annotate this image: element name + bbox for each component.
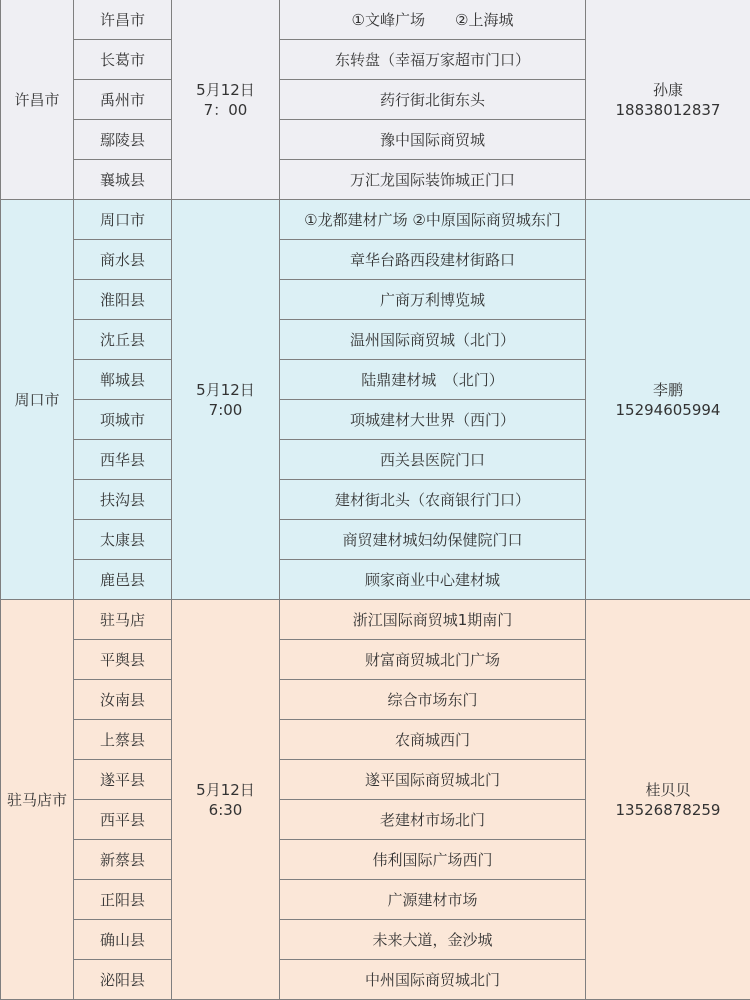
district-cell: 西平县	[74, 800, 172, 840]
district-cell: 鹿邑县	[74, 560, 172, 600]
contact-cell	[586, 200, 750, 600]
location-cell: 中州国际商贸城北门	[280, 960, 586, 1000]
location-cell: 建材街北头（农商银行门口）	[280, 480, 586, 520]
district-cell: 商水县	[74, 240, 172, 280]
location-cell: 章华台路西段建材街路口	[280, 240, 586, 280]
location-cell: ①龙都建材广场 ②中原国际商贸城东门	[280, 200, 586, 240]
contact-cell	[586, 0, 750, 200]
district-cell: 襄城县	[74, 160, 172, 200]
time-line: 5月12日	[172, 80, 279, 100]
contact-name: 孙康	[586, 80, 750, 100]
location-cell: 顾家商业中心建材城	[280, 560, 586, 600]
time-line: 5月12日	[172, 380, 279, 400]
location-cell: 温州国际商贸城（北门）	[280, 320, 586, 360]
location-cell: 商贸建材城妇幼保健院门口	[280, 520, 586, 560]
location-cell: 老建材市场北门	[280, 800, 586, 840]
district-cell: 泌阳县	[74, 960, 172, 1000]
time-line: 5月12日	[172, 780, 279, 800]
district-cell: 太康县	[74, 520, 172, 560]
district-cell: 周口市	[74, 200, 172, 240]
time-line: 7:00	[172, 400, 279, 420]
location-cell: 浙江国际商贸城1期南门	[280, 600, 586, 640]
location-cell: 药行街北街东头	[280, 80, 586, 120]
table-row	[1, 600, 750, 640]
location-cell: 广商万利博览城	[280, 280, 586, 320]
district-cell: 许昌市	[74, 0, 172, 40]
district-cell: 驻马店	[74, 600, 172, 640]
district-cell: 项城市	[74, 400, 172, 440]
district-cell: 郸城县	[74, 360, 172, 400]
location-cell: 豫中国际商贸城	[280, 120, 586, 160]
location-cell: 万汇龙国际装饰城正门口	[280, 160, 586, 200]
time-line: 6:30	[172, 800, 279, 820]
city-cell: 许昌市	[1, 0, 74, 200]
district-cell: 鄢陵县	[74, 120, 172, 160]
city-cell: 驻马店市	[1, 600, 74, 1000]
contact-name: 李鹏	[586, 380, 750, 400]
location-cell: 陆鼎建材城 （北门）	[280, 360, 586, 400]
time-cell	[172, 600, 280, 1000]
location-cell: 农商城西门	[280, 720, 586, 760]
location-cell: 项城建材大世界（西门）	[280, 400, 586, 440]
district-cell: 正阳县	[74, 880, 172, 920]
contact-phone: 15294605994	[586, 400, 750, 420]
location-cell: 遂平国际商贸城北门	[280, 760, 586, 800]
district-cell: 上蔡县	[74, 720, 172, 760]
district-cell: 扶沟县	[74, 480, 172, 520]
contact-phone: 18838012837	[586, 100, 750, 120]
table-row	[1, 0, 750, 40]
contact-phone: 13526878259	[586, 800, 750, 820]
time-line: 7：00	[172, 100, 279, 120]
location-cell: 广源建材市场	[280, 880, 586, 920]
schedule-table-body	[1, 0, 750, 1000]
table-row	[1, 200, 750, 240]
location-cell: 综合市场东门	[280, 680, 586, 720]
location-cell: ①文峰广场 ②上海城	[280, 0, 586, 40]
contact-name: 桂贝贝	[586, 780, 750, 800]
district-cell: 禹州市	[74, 80, 172, 120]
location-cell: 伟利国际广场西门	[280, 840, 586, 880]
district-cell: 汝南县	[74, 680, 172, 720]
location-cell: 东转盘（幸福万家超市门口）	[280, 40, 586, 80]
contact-cell	[586, 600, 750, 1000]
location-cell: 财富商贸城北门广场	[280, 640, 586, 680]
district-cell: 沈丘县	[74, 320, 172, 360]
location-cell: 未来大道，金沙城	[280, 920, 586, 960]
city-cell: 周口市	[1, 200, 74, 600]
district-cell: 新蔡县	[74, 840, 172, 880]
district-cell: 平舆县	[74, 640, 172, 680]
district-cell: 淮阳县	[74, 280, 172, 320]
time-cell	[172, 0, 280, 200]
district-cell: 西华县	[74, 440, 172, 480]
time-cell	[172, 200, 280, 600]
district-cell: 长葛市	[74, 40, 172, 80]
district-cell: 遂平县	[74, 760, 172, 800]
district-cell: 确山县	[74, 920, 172, 960]
location-cell: 西关县医院门口	[280, 440, 586, 480]
